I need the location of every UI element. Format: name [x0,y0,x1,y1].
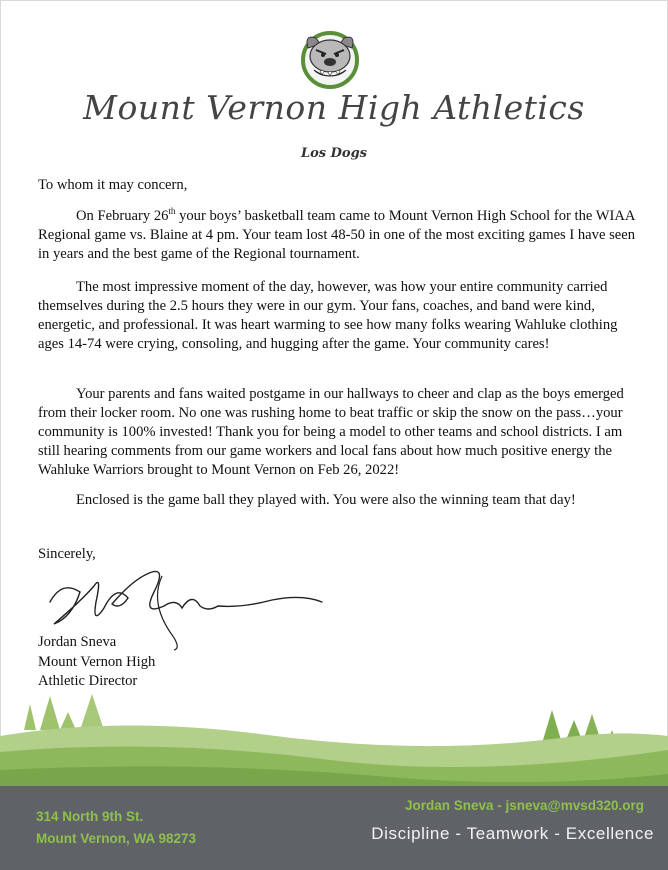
paragraph-4: Enclosed is the game ball they played with. You were also the winning team that day! [76,492,576,508]
address-street: 314 North 9th St. [36,809,144,824]
address-city: Mount Vernon, WA 98273 [36,831,197,846]
paragraph-1-rest: your boys’ basketball team came to Mount Vernon High School for the WIAA Regional game vs. Blaine at 4 pm. Your team lost 48-50 in one of the most exciting games I have seen in years and the best game of the Regional tournament. [38,208,636,262]
paragraph-1 [38,207,636,264]
contact-email: Jordan Sneva - jsneva@mvsd320.org [404,798,644,813]
bulldog-logo [294,26,366,90]
hills-landscape [0,690,668,790]
letterhead-title: Mount Vernon High Athletics [83,88,585,127]
signer-title: Athletic Director [38,673,138,689]
footer-bar [0,786,668,870]
signer-school: Mount Vernon High [38,653,156,670]
paragraph-1-start: On February 26 [76,208,169,224]
closing: Sincerely, [38,546,96,562]
letterhead-subtitle: Los Dogs [300,146,367,161]
paragraph-2: The most impressive moment of the day, however, was how your entire community carried themselves during the 2.5 hours they were in our gym. Your fans, coaches, and band were kind, energetic, and professional. It was heart warming to see how many folks wearing Wahluke clothing ages 14-74 were crying, consoling, and hugging after the game. Your community cares! [38,279,618,352]
signer-name: Jordan Sneva [38,634,117,650]
signature-block [38,633,636,692]
greeting: To whom it may concern, [38,177,188,193]
paragraph-1-superscript: th [168,206,176,217]
address [36,806,196,850]
motto: Discipline - Teamwork - Excellence [371,824,654,843]
paragraph-3: Your parents and fans waited postgame in our hallways to cheer and clap as the boys emerged from their locker room. No one was rushing home to beat traffic or skip the snow on the pass…your community is 100% invested! Thank you for being a model to other teams and school districts. I am still hearing comments from our game workers and local fans about how much positive energy the Wahluke Warriors brought to Mount Vernon on Feb 26, 2022! [38,386,624,478]
